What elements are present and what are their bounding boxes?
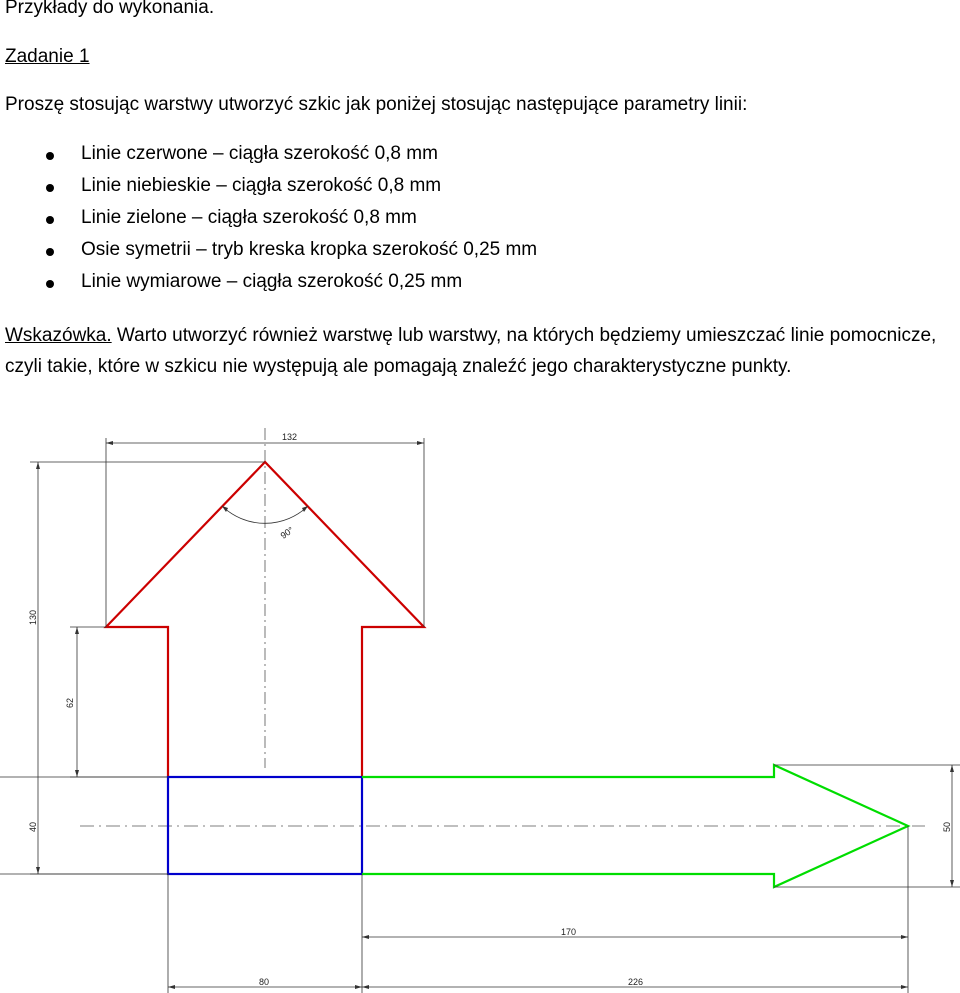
- dim-shaft-height: 40: [28, 821, 38, 832]
- bullet-icon: [46, 216, 54, 224]
- hint-label: Wskazówka.: [5, 325, 112, 346]
- dimension-arrowheads: [36, 441, 954, 989]
- task-heading: Zadanie 1: [5, 46, 90, 67]
- page-title: Przykłady do wykonania.: [5, 0, 215, 18]
- hint-text: Warto utworzyć również warstwę lub warstwy, na których będziemy umieszczać linie pomocnicze, czyli takie, które w szkicu nie występują ale pomagają znaleźć jego charakterystyczne punkty.: [5, 325, 937, 377]
- dim-green-length: 170: [561, 927, 577, 937]
- hint-paragraph: [5, 320, 955, 382]
- intro-text: Proszę stosując warstwy utworzyć szkic jak poniżej stosując następujące parametry linii:: [5, 94, 748, 115]
- bullet-icon: [46, 248, 54, 256]
- bullet-icon: [46, 280, 54, 288]
- bullet-icon: [46, 152, 54, 160]
- dim-height-total: 130: [28, 609, 38, 625]
- technical-drawing: [0, 400, 960, 993]
- dimension-lines: [0, 438, 960, 993]
- dim-blue-length: 80: [259, 977, 270, 987]
- dim-top-width: 132: [282, 432, 298, 442]
- bullet-icon: [46, 184, 54, 192]
- blue-rectangle: [168, 777, 362, 874]
- dim-angle: 90°: [278, 524, 296, 541]
- dim-arrow-height: 50: [942, 821, 952, 832]
- dim-total-length: 226: [628, 977, 644, 987]
- dim-height-shoulder: 62: [65, 697, 75, 708]
- red-arrow-outline: [106, 462, 424, 777]
